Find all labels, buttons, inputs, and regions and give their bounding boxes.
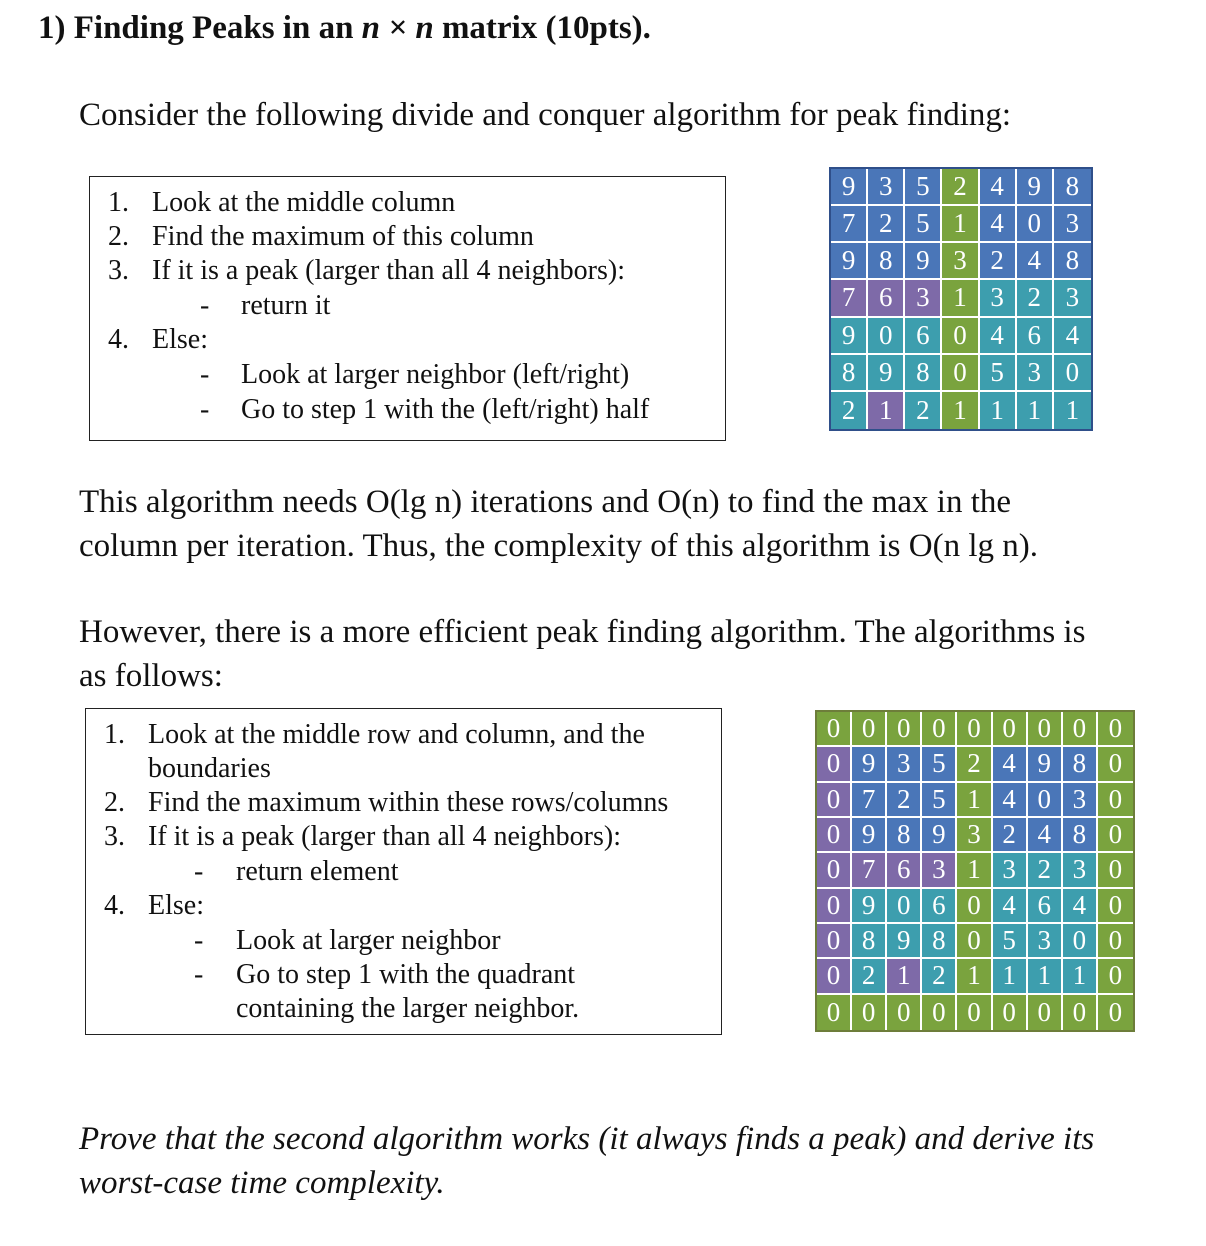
prove-line-2: worst-case time complexity. <box>79 1165 445 1201</box>
matrix1-cell: 4 <box>980 318 1017 355</box>
matrix1-cell: 3 <box>1054 280 1091 317</box>
matrix2-cell: 8 <box>852 924 887 959</box>
matrix-7x7 <box>829 167 1093 431</box>
matrix1-cell: 2 <box>868 206 905 243</box>
matrix1-cell: 5 <box>980 355 1017 392</box>
matrix2-cell: 1 <box>957 853 992 888</box>
matrix1-cell: 0 <box>868 318 905 355</box>
matrix1-cell: 9 <box>831 318 868 355</box>
however-line-1: However, there is a more efficient peak finding algorithm. The algorithms is <box>79 614 1086 650</box>
matrix2-cell: 0 <box>817 889 852 924</box>
matrix2-cell: 0 <box>1098 747 1133 782</box>
matrix2-cell: 1 <box>993 959 1028 994</box>
matrix2-cell: 0 <box>817 959 852 994</box>
prove-question <box>79 1117 1159 1205</box>
complexity-line-2: column per iteration. Thus, the complexity of this algorithm is O(n lg n). <box>79 528 1038 564</box>
matrix2-cell: 0 <box>817 783 852 818</box>
matrix2-cell: 9 <box>852 747 887 782</box>
matrix2-cell: 0 <box>887 712 922 747</box>
matrix1-cell: 1 <box>1054 392 1091 429</box>
matrix2-cell: 1 <box>1063 959 1098 994</box>
matrix2-cell: 0 <box>1098 995 1133 1030</box>
matrix2-cell: 2 <box>1028 853 1063 888</box>
matrix1-cell: 9 <box>868 355 905 392</box>
matrix1-cell: 6 <box>868 280 905 317</box>
matrix2-cell: 7 <box>852 853 887 888</box>
however-text <box>79 610 1085 698</box>
matrix2-cell: 1 <box>957 783 992 818</box>
matrix2-cell: 2 <box>957 747 992 782</box>
matrix2-cell: 5 <box>922 783 957 818</box>
matrix2-cell: 0 <box>1098 924 1133 959</box>
matrix2-cell: 0 <box>1098 959 1133 994</box>
matrix2-cell: 2 <box>852 959 887 994</box>
matrix1-cell: 5 <box>905 206 942 243</box>
matrix2-cell: 0 <box>993 995 1028 1030</box>
matrix1-cell: 0 <box>1017 206 1054 243</box>
complexity-line-1: This algorithm needs O(lg n) iterations and O(n) to find the max in the <box>79 484 1012 520</box>
matrix1-cell: 3 <box>1017 355 1054 392</box>
matrix2-cell: 3 <box>1028 924 1063 959</box>
matrix1-cell: 3 <box>942 243 979 280</box>
matrix2-cell: 0 <box>1063 712 1098 747</box>
matrix-9x9-padded <box>815 710 1135 1032</box>
matrix2-cell: 0 <box>1063 924 1098 959</box>
matrix2-cell: 0 <box>1063 995 1098 1030</box>
matrix1-cell: 8 <box>831 355 868 392</box>
matrix1-cell: 9 <box>1017 169 1054 206</box>
matrix1-cell: 0 <box>942 318 979 355</box>
matrix2-cell: 4 <box>1063 889 1098 924</box>
matrix2-cell: 0 <box>1098 783 1133 818</box>
matrix1-cell: 0 <box>1054 355 1091 392</box>
matrix2-cell: 0 <box>817 995 852 1030</box>
matrix2-cell: 5 <box>993 924 1028 959</box>
matrix2-cell: 6 <box>1028 889 1063 924</box>
matrix2-cell: 0 <box>993 712 1028 747</box>
matrix2-cell: 4 <box>993 889 1028 924</box>
matrix1-cell: 3 <box>905 280 942 317</box>
matrix2-cell: 9 <box>852 818 887 853</box>
matrix2-cell: 0 <box>957 712 992 747</box>
matrix1-cell: 1 <box>942 206 979 243</box>
matrix2-cell: 3 <box>922 853 957 888</box>
matrix1-cell: 2 <box>831 392 868 429</box>
matrix2-cell: 3 <box>887 747 922 782</box>
matrix2-cell: 8 <box>1063 747 1098 782</box>
matrix1-cell: 1 <box>942 280 979 317</box>
matrix1-cell: 0 <box>942 355 979 392</box>
matrix2-cell: 4 <box>993 747 1028 782</box>
matrix1-cell: 8 <box>905 355 942 392</box>
matrix2-cell: 2 <box>887 783 922 818</box>
matrix2-cell: 0 <box>852 712 887 747</box>
matrix2-cell: 4 <box>1028 818 1063 853</box>
matrix1-cell: 7 <box>831 280 868 317</box>
matrix2-cell: 1 <box>887 959 922 994</box>
matrix2-cell: 0 <box>1028 995 1063 1030</box>
matrix2-cell: 4 <box>993 783 1028 818</box>
matrix1-cell: 3 <box>868 169 905 206</box>
matrix1-cell: 2 <box>905 392 942 429</box>
matrix1-cell: 8 <box>1054 169 1091 206</box>
matrix2-cell: 0 <box>852 995 887 1030</box>
prove-line-1: Prove that the second algorithm works (it always finds a peak) and derive its <box>79 1121 1095 1157</box>
matrix2-cell: 9 <box>1028 747 1063 782</box>
matrix2-cell: 0 <box>1098 853 1133 888</box>
algorithm-2-box: 1. Look at the middle row and column, and the boundaries 2. Find the maximum within these rows/columns 3. If it is a peak (larger than all 4 neighbors): - return element 4. Else: - Look at larger neighbor - Go to step 1 with the quadrant containing the larger neighbor. <box>85 708 722 1035</box>
matrix1-cell: 4 <box>980 206 1017 243</box>
matrix1-cell: 1 <box>980 392 1017 429</box>
matrix1-cell: 9 <box>831 243 868 280</box>
matrix1-cell: 8 <box>868 243 905 280</box>
matrix1-cell: 5 <box>905 169 942 206</box>
intro-text: Consider the following divide and conquer algorithm for peak finding: <box>79 97 1012 133</box>
matrix1-cell: 6 <box>905 318 942 355</box>
matrix2-cell: 0 <box>922 712 957 747</box>
matrix1-cell: 1 <box>1017 392 1054 429</box>
matrix1-cell: 4 <box>1017 243 1054 280</box>
matrix2-cell: 3 <box>957 818 992 853</box>
matrix2-cell: 0 <box>1028 783 1063 818</box>
matrix2-cell: 3 <box>993 853 1028 888</box>
matrix2-cell: 0 <box>817 853 852 888</box>
matrix2-cell: 0 <box>1098 818 1133 853</box>
matrix2-cell: 0 <box>1098 889 1133 924</box>
problem-title: 1) Finding Peaks in an n × n matrix (10pts). <box>38 10 651 46</box>
matrix2-cell: 9 <box>887 924 922 959</box>
matrix2-cell: 7 <box>852 783 887 818</box>
matrix1-cell: 4 <box>1054 318 1091 355</box>
however-line-2: as follows: <box>79 658 223 694</box>
matrix2-cell: 9 <box>922 818 957 853</box>
matrix2-cell: 3 <box>1063 783 1098 818</box>
matrix1-cell: 8 <box>1054 243 1091 280</box>
matrix1-cell: 2 <box>980 243 1017 280</box>
matrix2-cell: 0 <box>817 747 852 782</box>
matrix2-cell: 1 <box>957 959 992 994</box>
matrix2-cell: 5 <box>922 747 957 782</box>
matrix2-cell: 8 <box>922 924 957 959</box>
matrix1-cell: 6 <box>1017 318 1054 355</box>
matrix2-cell: 0 <box>1028 712 1063 747</box>
matrix2-cell: 2 <box>993 818 1028 853</box>
algorithm-1-box: 1. Look at the middle column 2. Find the maximum of this column 3. If it is a peak (larger than all 4 neighbors): - return it 4. Else: - Look at larger neighbor (left/right) - Go to step 1 with the (left/right) half <box>89 176 726 441</box>
matrix2-cell: 0 <box>817 924 852 959</box>
matrix1-cell: 7 <box>831 206 868 243</box>
matrix2-cell: 0 <box>957 995 992 1030</box>
matrix2-cell: 2 <box>922 959 957 994</box>
matrix1-cell: 2 <box>942 169 979 206</box>
matrix2-cell: 0 <box>1098 712 1133 747</box>
matrix1-cell: 3 <box>980 280 1017 317</box>
matrix1-cell: 9 <box>905 243 942 280</box>
complexity-text <box>79 480 1038 568</box>
matrix1-cell: 4 <box>980 169 1017 206</box>
matrix2-cell: 6 <box>922 889 957 924</box>
matrix2-cell: 3 <box>1063 853 1098 888</box>
matrix2-cell: 6 <box>887 853 922 888</box>
matrix1-cell: 3 <box>1054 206 1091 243</box>
matrix2-cell: 0 <box>922 995 957 1030</box>
matrix2-cell: 9 <box>852 889 887 924</box>
matrix2-cell: 0 <box>887 995 922 1030</box>
matrix1-cell: 9 <box>831 169 868 206</box>
matrix2-cell: 0 <box>817 712 852 747</box>
matrix1-cell: 1 <box>942 392 979 429</box>
matrix2-cell: 0 <box>957 924 992 959</box>
matrix2-cell: 1 <box>1028 959 1063 994</box>
matrix1-cell: 1 <box>868 392 905 429</box>
matrix2-cell: 0 <box>817 818 852 853</box>
matrix2-cell: 0 <box>957 889 992 924</box>
matrix2-cell: 8 <box>887 818 922 853</box>
matrix2-cell: 0 <box>887 889 922 924</box>
matrix1-cell: 2 <box>1017 280 1054 317</box>
matrix2-cell: 8 <box>1063 818 1098 853</box>
